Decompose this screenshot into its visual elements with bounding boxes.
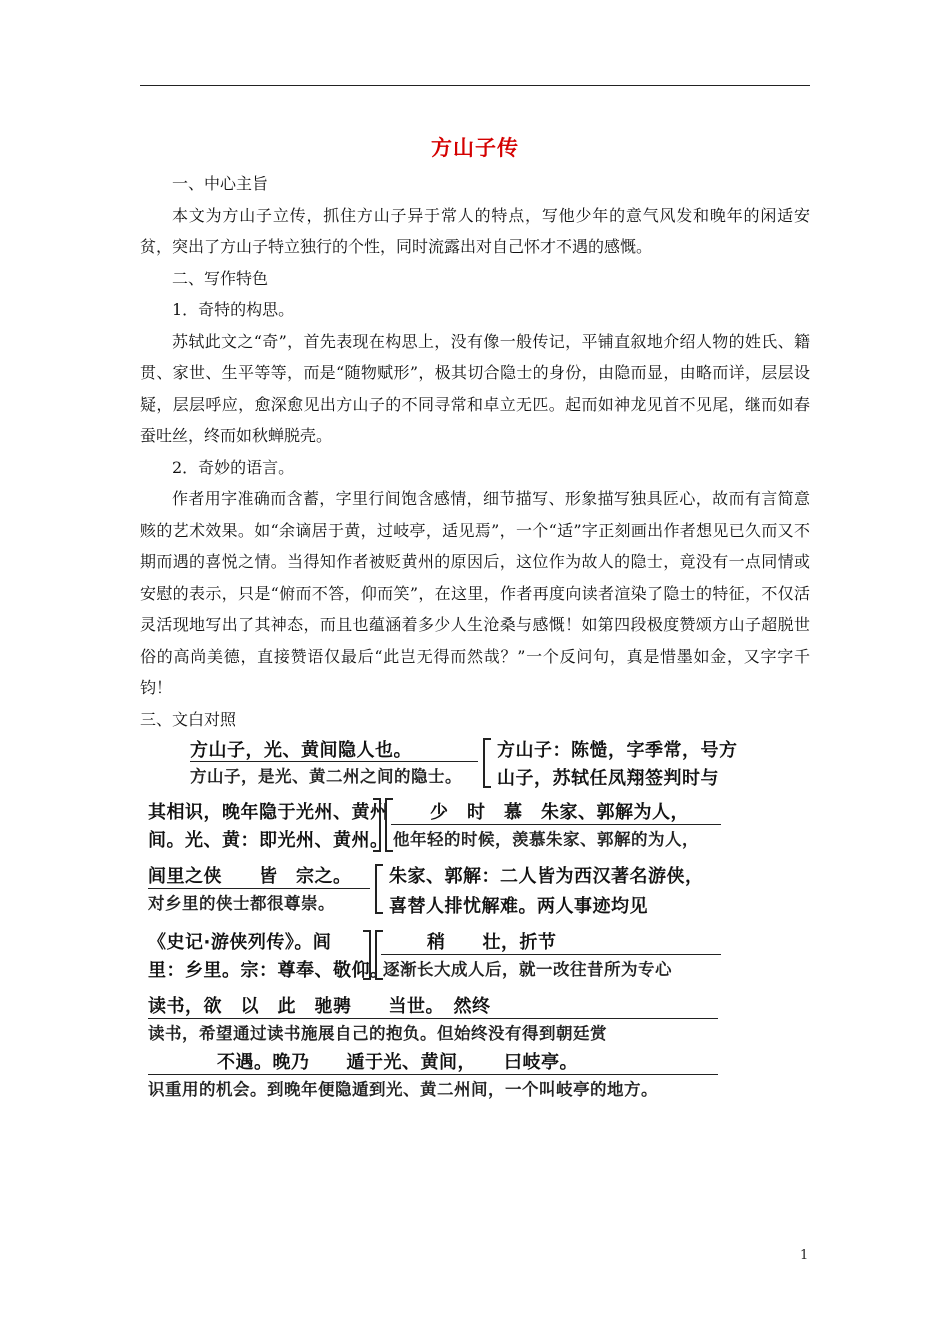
note-bracket bbox=[373, 798, 381, 852]
gloss-line-4: 逐渐长大成人后，就一改往昔所为专心 bbox=[383, 960, 672, 979]
original-line-2: 少 时 慕 朱家、郭解为人， bbox=[430, 802, 689, 823]
header-rule bbox=[140, 85, 810, 86]
underline bbox=[391, 824, 721, 825]
paragraph-theme: 本文为方山子立传，抓住方山子异于常人的特点，写他少年的意气风发和晚年的闲适安贫，突出了方山子特立独行的个性，同时流露出对自己怀才不遇的感慨。 bbox=[140, 205, 810, 256]
gloss-line-2: 他年轻的时候，羡慕朱家、郭解的为人， bbox=[393, 830, 699, 849]
gloss-line-1: 方山子，是光、黄二州之间的隐士。 bbox=[190, 767, 462, 786]
paragraph-structure: 苏轼此文之“奇”，首先表现在构思上，没有像一般传记，平铺直叙地介绍人物的姓氏、籍贯、家世、生平等等，而是“随物赋形”，极其切合隐士的身份，由隐而显，由略而详，层层设疑，层层呼应，愈深愈见出方山子的不同寻常和卓立无匹。起而如神龙见首不见尾，继而如春蚕吐丝，终而如秋蝉脱壳。 bbox=[140, 331, 810, 445]
note-bracket bbox=[385, 798, 393, 852]
underline bbox=[148, 1074, 718, 1075]
underline bbox=[148, 1018, 718, 1019]
note-line-1a: 方山子：陈慥，字季常，号方 bbox=[497, 740, 738, 761]
original-line-1: 方山子，光、黄间隐人也。 bbox=[190, 740, 412, 761]
page-number: 1 bbox=[800, 1248, 809, 1263]
note-bracket bbox=[375, 930, 383, 980]
section-heading-3: 三、文白对照 bbox=[140, 709, 237, 729]
gloss-line-6: 识重用的机会。到晚年便隐遁到光、黄二州间，一个叫岐亭的地方。 bbox=[148, 1080, 658, 1099]
note-line-2b: 间。光、黄：即光州、黄州。 bbox=[148, 830, 389, 851]
body-text bbox=[140, 168, 810, 735]
note-bracket bbox=[363, 930, 371, 980]
original-line-5: 读书，欲 以 此 驰骋 当世。 然终 bbox=[148, 996, 491, 1017]
paragraph-language: 作者用字准确而含蓄，字里行间饱含感情，细节描写、形象描写独具匠心，故而有言简意赅的艺术效果。如“余谪居于黄，过岐亭，适见焉”，一个“适”字正刻画出作者想见已久而又不期而遇的喜悦之情。当得知作者被贬黄州的原因后，这位作为故人的隐士，竟没有一点同情或安慰的表示，只是“俯而不答，仰而笑”，在这里，作者再度向读者渲染了隐士的特征，不仅活灵活现地写出了其神态，而且也蕴涵着多少人生沧桑与感慨！如第四段极度赞颂方山子超脱世俗的高尚美德，直接赞语仅最后“此岂无得而然哉？”一个反问句，真是惜墨如金，又字字千钧！ bbox=[140, 489, 810, 697]
section-heading-2: 二、写作特色 bbox=[172, 268, 269, 288]
annotation-image bbox=[145, 734, 738, 1100]
gloss-line-3: 对乡里的侠士都很尊崇。 bbox=[148, 894, 335, 913]
page-title: 方山子传 bbox=[431, 135, 519, 160]
underline bbox=[190, 761, 478, 762]
note-line-3a: 朱家、郭解：二人皆为西汉著名游侠， bbox=[389, 866, 704, 887]
original-line-3: 闾里之侠 皆 宗之。 bbox=[148, 866, 352, 887]
note-line-2a: 其相识，晚年隐于光州、黄州 bbox=[148, 802, 389, 823]
note-bracket bbox=[375, 864, 383, 914]
item-heading-1: 1．奇特的构思。 bbox=[172, 300, 295, 319]
original-line-4: 稍 壮，折节 bbox=[427, 932, 557, 953]
gloss-line-5: 读书，希望通过读书施展自己的抱负。但始终没有得到朝廷赏 bbox=[148, 1024, 607, 1043]
note-bracket bbox=[483, 738, 491, 788]
note-line-4a: 《史记·游侠列传》。闾 bbox=[148, 932, 332, 953]
note-line-3b: 喜替人排忧解难。两人事迹均见 bbox=[389, 896, 648, 917]
underline bbox=[148, 888, 370, 889]
note-line-1b: 山子，苏轼任凤翔签判时与 bbox=[497, 768, 719, 789]
underline bbox=[381, 954, 721, 955]
item-heading-2: 2．奇妙的语言。 bbox=[172, 457, 295, 477]
section-heading-1: 一、中心主旨 bbox=[172, 174, 269, 193]
note-line-4b: 里：乡里。宗：尊奉、敬仰。 bbox=[148, 960, 389, 981]
original-line-6: 不遇。晚乃 遁于光、黄间， 曰岐亭。 bbox=[217, 1052, 578, 1073]
